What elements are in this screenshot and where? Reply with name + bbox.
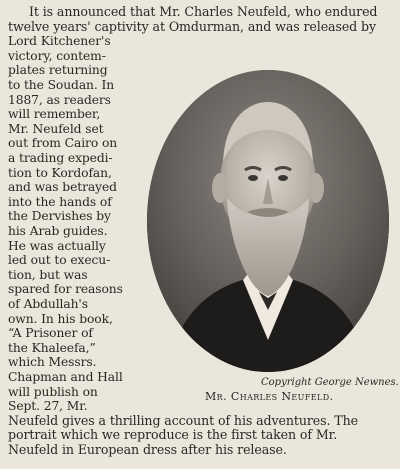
article-line: 1887, as readers (8, 92, 111, 107)
article-line: He was actually (8, 238, 106, 253)
article-line: into the hands of (8, 194, 112, 209)
article-line: his Arab guides. (8, 224, 108, 238)
article-line: victory, contem- (8, 48, 106, 63)
article-line: a trading expedi- (8, 151, 113, 165)
article-line: Neufeld gives a thrilling account of his adventures. The (8, 412, 358, 428)
article-line: Lord Kitchener's (8, 34, 111, 49)
article-line: will remember, (8, 107, 101, 122)
article-line: Neufeld in European dress after his release. (8, 442, 287, 457)
article-line: plates returning (8, 63, 108, 78)
article-line: Sept. 27, Mr. (8, 399, 88, 414)
article-line: Mr. Neufeld set (8, 121, 104, 136)
article-line: tion to Kordofan, (8, 165, 112, 180)
article-line: own. In his book, (8, 311, 113, 326)
article-line: of Abdullah's (8, 297, 88, 311)
article-line: twelve years' captivity at Omdurman, and was released by (8, 18, 377, 34)
article-line: the Dervishes by (8, 209, 111, 224)
article-line: spared for reasons (8, 282, 123, 297)
article-line: and was betrayed (8, 180, 117, 195)
article-line: will publish on (8, 384, 98, 399)
article-line: out from Cairo on (8, 136, 118, 151)
photo-credit: Copyright George Newnes. (261, 377, 399, 388)
portrait-figure (147, 70, 389, 372)
article-line: It is announced that Mr. Charles Neufeld, who endured (29, 4, 378, 19)
article-line: to the Soudan. In (8, 78, 115, 92)
article-line: led out to execu- (8, 253, 111, 268)
article-line: tion, but was (8, 267, 88, 282)
article-line: Chapman and Hall (8, 370, 123, 384)
portrait-photo (147, 70, 389, 372)
article-line: “A Prisoner of (8, 326, 93, 341)
article-line: which Messrs. (8, 355, 97, 370)
portrait-caption: Mr. Charles Neufeld. (205, 390, 334, 403)
article-line: portrait which we reproduce is the first taken of Mr. (8, 427, 338, 443)
article-line: the Khaleefa,” (8, 340, 96, 355)
